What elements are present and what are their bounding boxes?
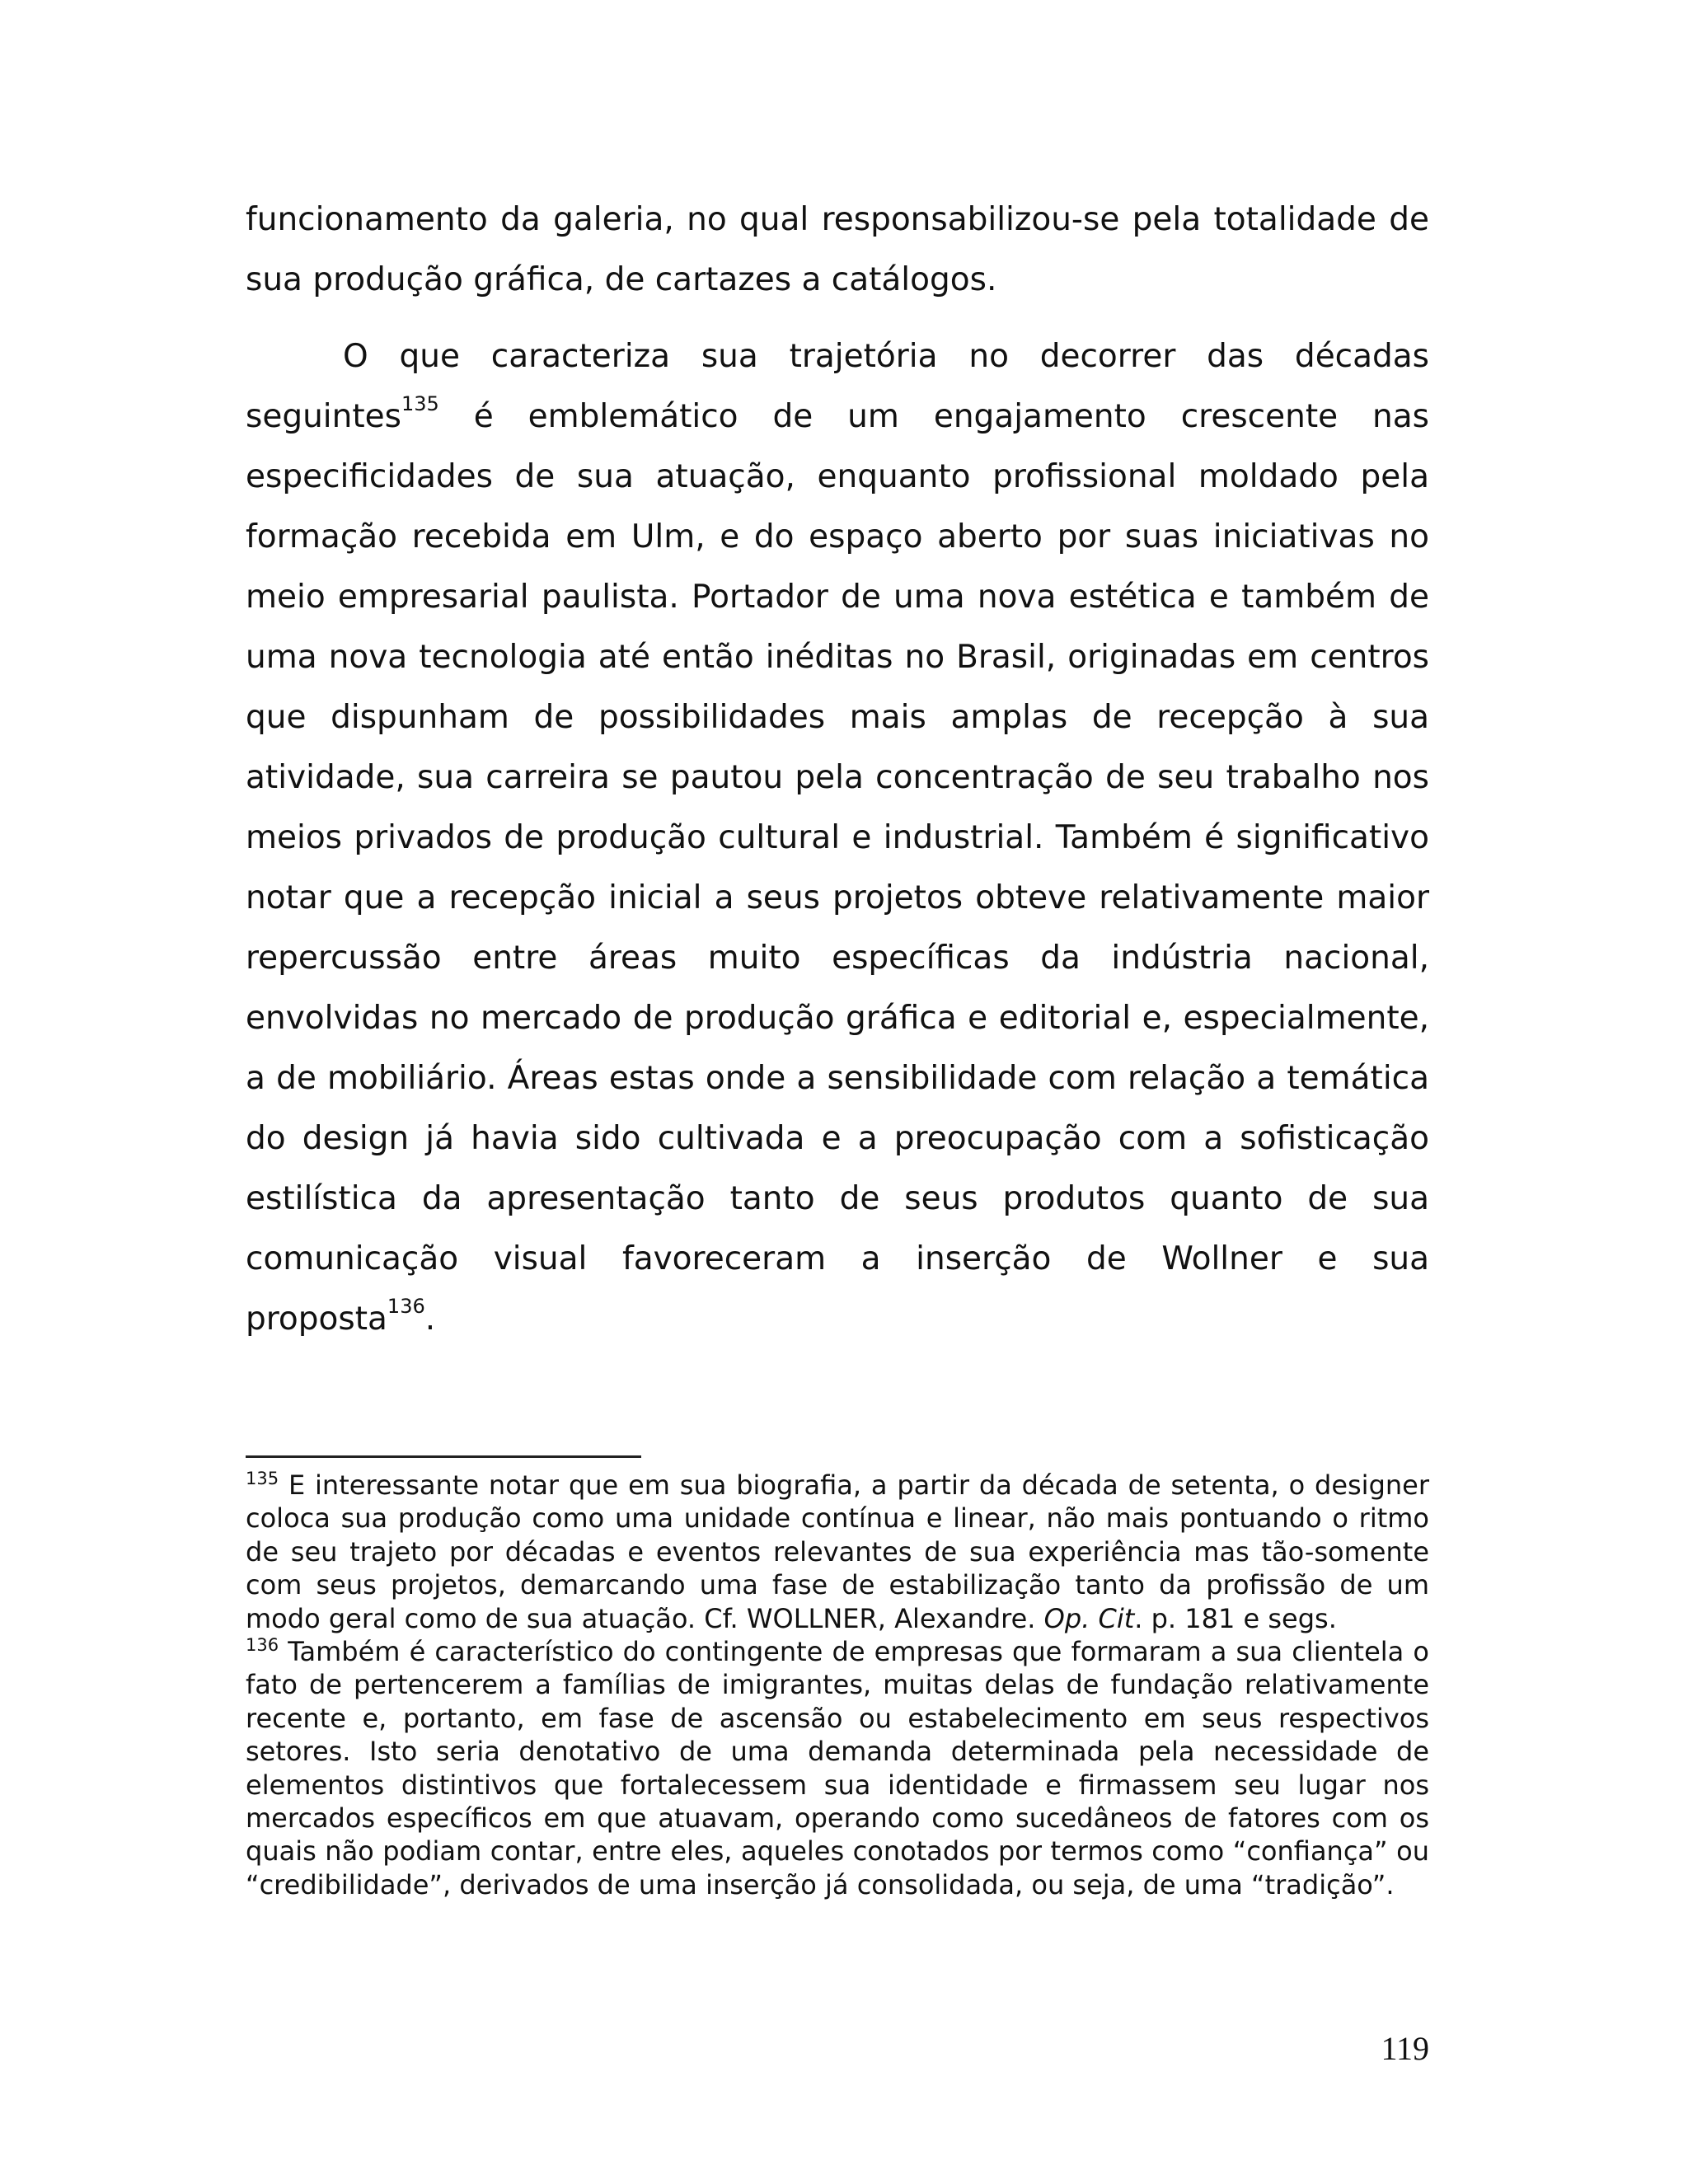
footnote-136 — [246, 1635, 1429, 1901]
footnote-135-text-end: . p. 181 e segs. — [1134, 1602, 1337, 1634]
footnote-ref-136[interactable]: 136 — [387, 1295, 425, 1318]
footnote-135-text: E interessante notar que em sua biografia, a partir da década de setenta, o designer coloca sua produção como uma unidade contínua e linear, não mais pontuando o ritmo de seu trajeto por décadas e eventos relevantes de sua experiência mas tão-somente com seus projetos, demarcando uma fase de estabilização tanto da profissão de um modo geral como de sua atuação. Cf. WOLLNER, Alexandre. — [246, 1469, 1429, 1634]
footnote-135-italic: Op. Cit — [1043, 1602, 1135, 1634]
paragraph-2-text-start: O que caracteriza sua trajetória no decorrer das décadas seguintes — [246, 338, 1429, 435]
footnote-136-text: Também é característico do contingente de empresas que formaram a sua clientela o fato de pertencerem a famílias de imigrantes, muitas delas de fundação relativamente recente e, portanto, em fase de ascensão ou estabelecimento em seus respectivos setores. Isto seria denotativo de uma demanda determinada pela necessidade de elementos distintivos que fortalecessem sua identidade e firmassem seu lugar nos mercados específicos em que atuavam, operando como sucedâneos de fatores com os quais não podiam contar, entre eles, aqueles conotados por termos como “confiança” ou “credibilidade”, derivados de uma inserção já consolidada, ou seja, de uma “tradição”. — [246, 1636, 1429, 1900]
page-number: 119 — [1381, 2030, 1429, 2067]
paragraph-1-text: funcionamento da galeria, no qual responsabilizou-se pela totalidade de sua produção gráfica, de cartazes a catálogos. — [246, 201, 1429, 298]
paragraph-main — [246, 326, 1429, 1349]
paragraph-2-text-end: . — [424, 1301, 436, 1338]
footnote-ref-135[interactable]: 135 — [401, 392, 439, 415]
paragraph-continuation — [246, 190, 1429, 310]
footnotes — [246, 1469, 1429, 1901]
footnote-separator — [246, 1455, 641, 1458]
paragraph-2-text-body: é emblemático de um engajamento crescente nas especificidades de sua atuação, enquanto profissional moldado pela formação recebida em Ulm, e do espaço aberto por suas iniciativas no meio empresarial paulista. Portador de uma nova estética e também de uma nova tecnologia até então inéditas no Brasil, originadas em centros que dispunham de possibilidades mais amplas de recepção à sua atividade, sua carreira se pautou pela concentração de seu trabalho nos meios privados de produção cultural e industrial. Também é significativo notar que a recepção inicial a seus projetos obteve relativamente maior repercussão entre áreas muito específicas da indústria nacional, envolvidas no mercado de produção gráfica e editorial e, especialmente, a de mobiliário. Áreas estas onde a sensibilidade com relação a temática do design já havia sido cultivada e a preocupação com a sofisticação estilística da apresentação tanto de seus produtos quanto de sua comunicação visual favoreceram a inserção de Wollner e sua proposta — [246, 398, 1429, 1338]
footnote-135 — [246, 1469, 1429, 1635]
footnote-number-135: 135 — [246, 1469, 279, 1488]
body-text — [246, 190, 1429, 1349]
footnote-number-136: 136 — [246, 1635, 279, 1656]
